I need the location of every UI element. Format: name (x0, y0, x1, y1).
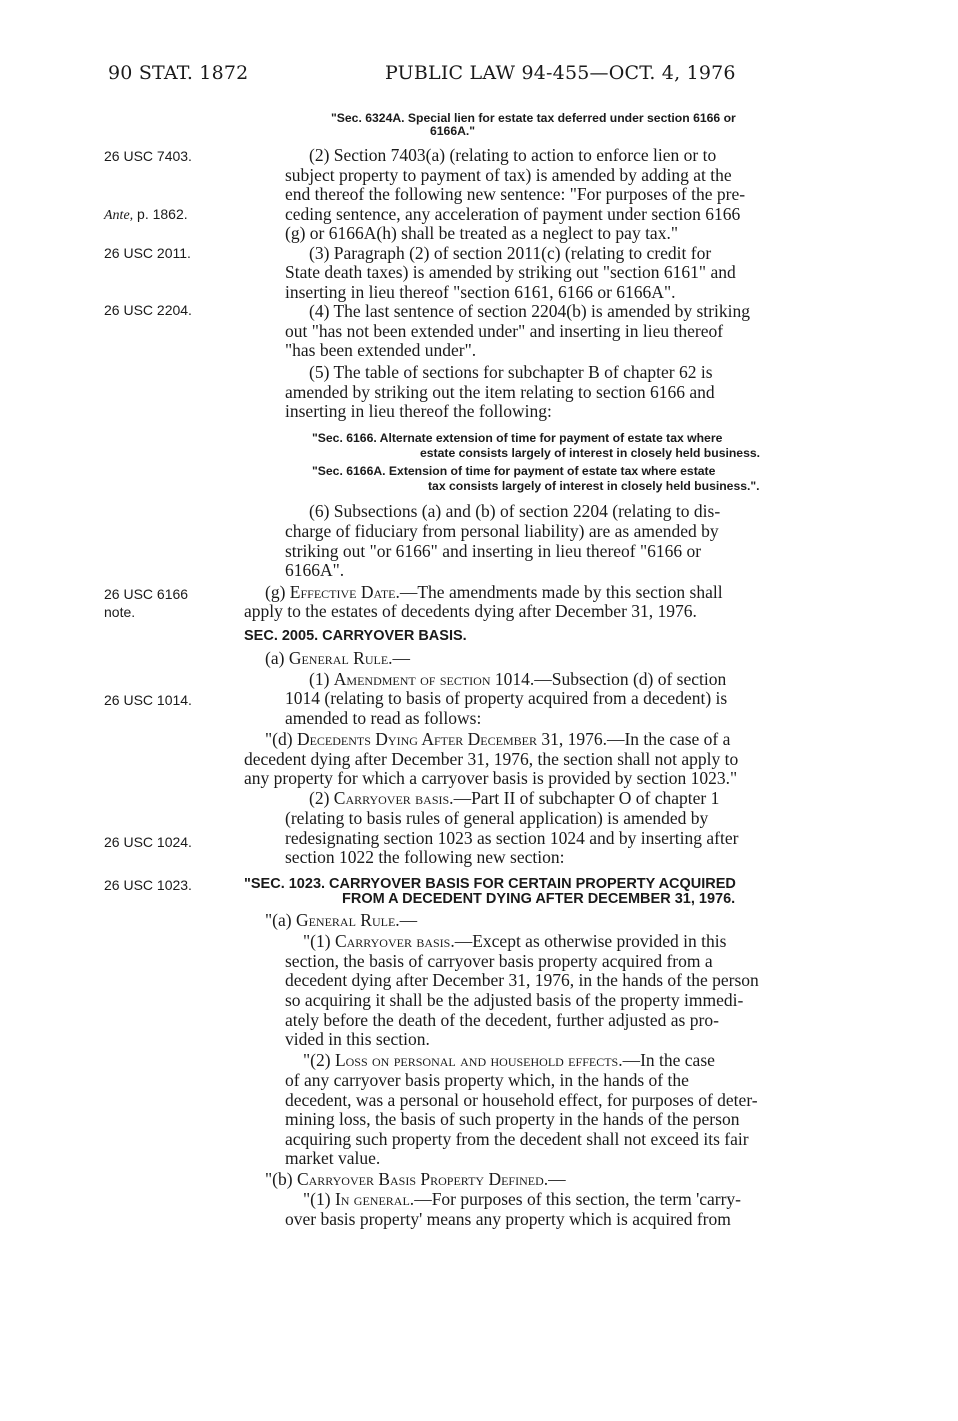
body-line (309, 669, 726, 689)
text-run: — (548, 1169, 566, 1189)
body-line (265, 582, 723, 602)
body-line (303, 1189, 741, 1209)
run-heading: In general. (334, 1189, 415, 1209)
run-heading: Carryover basis. (333, 788, 454, 808)
body-line: inserting in lieu thereof the following: (285, 401, 552, 421)
margin-note: 26 USC 7403. (104, 148, 192, 164)
body-line: section, the basis of carryover basis property acquired from a (285, 951, 713, 971)
body-line: (relating to basis rules of general application) is amended by (285, 808, 709, 828)
body-line: (g) or 6166A(h) shall be treated as a neglect to pay tax." (285, 223, 678, 243)
table-entry: "Sec. 6324A. Special lien for estate tax deferred under section 6166 or (331, 111, 736, 125)
section-heading: FROM A DECEDENT DYING AFTER DECEMBER 31, 1976. (342, 891, 736, 907)
table-entry: "Sec. 6166. Alternate extension of time for payment of estate tax where (312, 431, 723, 445)
text-run: — (399, 910, 418, 930)
body-line: decedent, was a personal or household effect, for purposes of deter- (285, 1090, 758, 1110)
body-line: market value. (285, 1148, 381, 1168)
run-heading: Effective Date. (289, 582, 400, 602)
margin-note (104, 206, 224, 224)
body-line: out "has not been extended under" and inserting in lieu thereof (285, 321, 724, 341)
margin-note: 26 USC 1024. (104, 834, 192, 850)
body-line: (3) Paragraph (2) of section 2011(c) (relating to credit for (309, 243, 712, 263)
text-run: "(1) (303, 1189, 335, 1209)
body-line: (6) Subsections (a) and (b) of section 2204 (relating to dis- (309, 501, 721, 521)
text-run: "(a) (265, 910, 296, 930)
text-run: —Except as otherwise provided in this (454, 931, 727, 951)
body-line (265, 729, 730, 749)
body-line: "has been extended under". (285, 340, 477, 360)
body-line: section 1022 the following new section: (285, 847, 565, 867)
margin-note-ante: Ante, (104, 208, 134, 223)
body-line: vided in this section. (285, 1029, 430, 1049)
text-run: "(d) (265, 729, 297, 749)
text-run: 31, 1976.—In the case of a (536, 729, 731, 749)
body-line: ceding sentence, any acceleration of payment under section 6166 (285, 204, 741, 224)
run-heading: Amendment of section 1014. (333, 669, 535, 689)
run-heading: Decedents Dying After December (296, 729, 537, 749)
body-line: so acquiring it shall be the adjusted basis of the property immedi- (285, 990, 744, 1010)
body-line: apply to the estates of decedents dying after December 31, 1976. (244, 601, 697, 621)
margin-note-ante-page: p. 1862. (133, 206, 188, 222)
body-line: decedent dying after December 31, 1976, the section shall not apply to (244, 749, 739, 769)
text-run: —For purposes of this section, the term 'carry- (414, 1189, 742, 1209)
body-line: end thereof the following new sentence: "For purposes of the pre- (285, 184, 746, 204)
body-line (309, 788, 719, 808)
table-entry: "Sec. 6166A. Extension of time for payment of estate tax where estate (312, 464, 716, 478)
text-run: (a) (265, 648, 289, 668)
body-line: ately before the death of the decedent, further adjusted as pro- (285, 1010, 719, 1030)
text-run: —In the case (622, 1050, 715, 1070)
body-line: (2) Section 7403(a) (relating to action to enforce lien or to (309, 145, 717, 165)
margin-note: 26 USC 2204. (104, 302, 192, 318)
run-heading: Carryover Basis Property Defined. (296, 1169, 549, 1189)
body-line: inserting in lieu thereof "section 6161, 6166 or 6166A". (285, 282, 676, 302)
body-line (303, 1050, 715, 1070)
text-run: "(b) (265, 1169, 297, 1189)
body-line: redesignating section 1023 as section 1024 and by inserting after (285, 828, 739, 848)
body-line: subject property to payment of tax) is amended by adding at the (285, 165, 732, 185)
body-line (303, 931, 726, 951)
body-line: 6166A". (285, 560, 345, 580)
body-line: over basis property' means any property which is acquired from (285, 1209, 731, 1229)
text-run: "(2) (303, 1050, 335, 1070)
stat-page-number: 90 STAT. 1872 (108, 62, 249, 84)
body-line (265, 1169, 566, 1189)
text-run: —Part II of subchapter O of chapter 1 (453, 788, 720, 808)
body-line: (5) The table of sections for subchapter B of chapter 62 is (309, 362, 713, 382)
body-line: of any carryover basis property which, in the hands of the (285, 1070, 689, 1090)
body-line: mining loss, the basis of such property in the hands of the person (285, 1109, 740, 1129)
section-heading: SEC. 2005. CARRYOVER BASIS. (244, 628, 467, 644)
section-heading: "SEC. 1023. CARRYOVER BASIS FOR CERTAIN PROPERTY ACQUIRED (244, 876, 736, 892)
run-heading: Loss on personal and household effects. (334, 1050, 623, 1070)
text-run: —Subsection (d) of section (534, 669, 727, 689)
table-entry: 6166A." (430, 124, 476, 138)
body-line: (4) The last sentence of section 2204(b) is amended by striking (309, 301, 750, 321)
body-line: charge of fiduciary from personal liability) are as amended by (285, 521, 719, 541)
body-line: decedent dying after December 31, 1976, in the hands of the person (285, 970, 759, 990)
margin-note: note. (104, 604, 136, 620)
margin-note: 26 USC 6166 (104, 586, 189, 602)
body-line: 1014 (relating to basis of property acquired from a decedent) is (285, 688, 728, 708)
body-line (265, 910, 417, 930)
margin-note: 26 USC 1023. (104, 877, 192, 893)
text-run: — (392, 648, 411, 668)
text-run: —The amendments made by this section shall (399, 582, 723, 602)
body-line: State death taxes) is amended by striking out "section 6161" and (285, 262, 736, 282)
table-entry: tax consists largely of interest in closely held business.". (428, 479, 760, 493)
margin-note: 26 USC 1014. (104, 692, 192, 708)
body-line: striking out "or 6166" and inserting in lieu thereof "6166 or (285, 541, 702, 561)
text-run: (g) (265, 582, 290, 602)
table-entry: estate consists largely of interest in closely held business. (420, 446, 761, 460)
run-heading: General Rule. (295, 910, 400, 930)
public-law-title: PUBLIC LAW 94-455—OCT. 4, 1976 (385, 62, 736, 84)
run-heading: Carryover basis. (334, 931, 455, 951)
margin-note: 26 USC 2011. (104, 245, 191, 261)
body-line: amended to read as follows: (285, 708, 482, 728)
body-line: amended by striking out the item relating to section 6166 and (285, 382, 715, 402)
body-line: any property for which a carryover basis is provided by section 1023." (244, 768, 738, 788)
text-run: "(1) (303, 931, 335, 951)
body-line: acquiring such property from the decedent shall not exceed its fair (285, 1129, 749, 1149)
text-run: (1) (309, 669, 334, 689)
text-run: (2) (309, 788, 334, 808)
run-heading: General Rule. (288, 648, 393, 668)
body-line (265, 648, 410, 668)
